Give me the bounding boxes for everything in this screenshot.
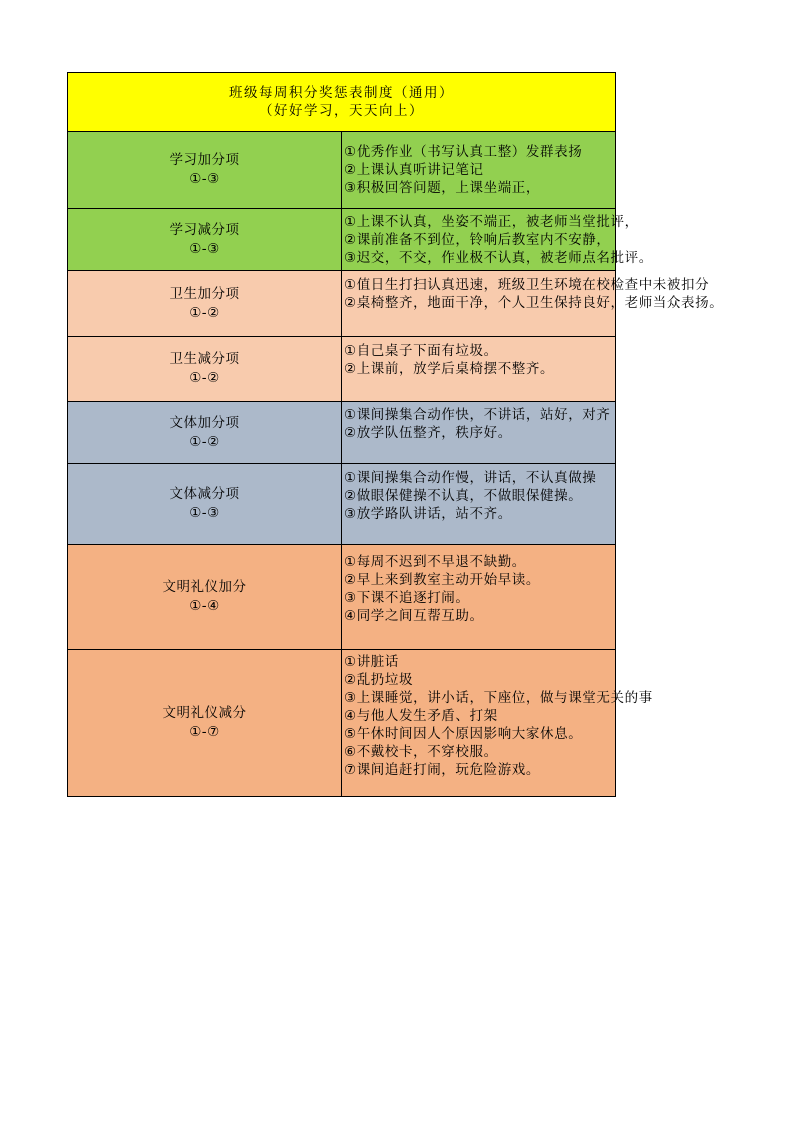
items-cell	[342, 545, 616, 650]
section-row-sports-minus	[68, 464, 616, 545]
section-row-study-minus	[68, 209, 616, 271]
rule-item: ①上课不认真，坐姿不端正，被老师当堂批评，	[344, 213, 639, 230]
rule-item: ①优秀作业（书写认真工整）发群表扬	[344, 144, 583, 160]
items-cell	[342, 132, 616, 209]
items-cell	[342, 209, 653, 271]
rule-item: ②上课前，放学后桌椅摆不整齐。	[344, 361, 555, 377]
rule-item: ①课间操集合动作快，不讲话，站好，对齐	[344, 407, 611, 423]
category-cell	[68, 271, 342, 337]
rule-item: ②放学队伍整齐，秩序好。	[344, 425, 512, 441]
section-row-hygiene-minus	[68, 337, 616, 402]
category-range: ①-③	[189, 171, 220, 187]
items-cell	[342, 650, 653, 797]
items-cell	[342, 402, 616, 464]
rule-item: ⑦课间追赶打闹，玩危险游戏。	[344, 762, 541, 778]
category-range: ①-③	[189, 505, 220, 521]
rule-item: ②做眼保健操不认真，不做眼保健操。	[344, 488, 583, 504]
rule-item: ①课间操集合动作慢，讲话，不认真做操	[344, 470, 597, 486]
rule-item: ④同学之间互帮互助。	[344, 608, 484, 624]
reward-penalty-table	[67, 72, 724, 797]
category-range: ①-③	[189, 240, 220, 257]
category-cell	[68, 402, 342, 464]
category-label: 文体加分项	[169, 414, 240, 431]
category-label: 学习加分项	[169, 152, 240, 168]
rule-item: ⑥不戴校卡，不穿校服。	[344, 744, 498, 760]
rule-item: ①自己桌子下面有垃圾。	[344, 343, 498, 359]
category-cell	[68, 464, 342, 545]
category-label: 文明礼仪减分	[162, 705, 247, 721]
title-cell	[68, 73, 616, 132]
items-cell	[342, 337, 616, 402]
category-cell	[68, 650, 342, 797]
section-row-sports-plus	[68, 402, 616, 464]
category-range: ①-②	[189, 370, 220, 386]
rule-item: ③迟交，不交，作业极不认真，被老师点名批评。	[344, 249, 653, 266]
rule-item: ⑤午休时间因人个原因影响大家休息。	[344, 726, 583, 742]
section-row-etiquette-plus	[68, 545, 616, 650]
category-label: 卫生减分项	[169, 351, 240, 367]
section-row-hygiene-plus	[68, 271, 616, 337]
section-row-etiquette-minus	[68, 650, 616, 797]
rule-item: ②上课认真听讲记笔记	[344, 162, 484, 178]
rule-item: ④与他人发生矛盾、打架	[344, 708, 498, 724]
rule-item: ①每周不迟到不早退不缺勤。	[344, 554, 526, 570]
category-range: ①-④	[189, 598, 220, 614]
category-cell	[68, 545, 342, 650]
rule-item: ③上课睡觉，讲小话，下座位，做与课堂无关的事	[344, 690, 653, 706]
rule-item: ②课前准备不到位，铃响后教室内不安静，	[344, 231, 611, 248]
title-row	[68, 73, 616, 132]
rule-item: ①讲脏话	[344, 654, 400, 670]
category-label: 卫生加分项	[169, 285, 240, 302]
section-row-study-plus	[68, 132, 616, 209]
category-range: ①-⑦	[189, 724, 220, 740]
items-cell	[342, 464, 616, 545]
rule-item: ③积极回答问题，上课坐端正，	[344, 180, 541, 196]
rule-item: ①值日生打扫认真迅速，班级卫生环境在校检查中未被扣分	[344, 277, 710, 293]
rule-item: ③下课不追逐打闹。	[344, 590, 470, 606]
category-range: ①-②	[189, 304, 220, 321]
rule-item: ③放学路队讲话，站不齐。	[344, 506, 512, 522]
table-title: 班级每周积分奖惩表制度（通用）	[229, 85, 454, 101]
category-cell	[68, 132, 342, 209]
items-cell	[342, 271, 724, 337]
rule-item: ②早上来到教室主动开始早读。	[344, 572, 541, 588]
category-cell	[68, 337, 342, 402]
rule-item: ②桌椅整齐，地面干净，个人卫生保持良好，老师当众表扬。	[344, 295, 724, 311]
category-label: 文明礼仪加分	[162, 579, 247, 595]
rule-item: ②乱扔垃圾	[344, 672, 414, 688]
category-range: ①-②	[189, 433, 220, 450]
category-label: 学习减分项	[169, 221, 240, 238]
category-label: 文体减分项	[169, 486, 240, 502]
table-subtitle: （好好学习，天天向上）	[259, 103, 424, 119]
category-cell	[68, 209, 342, 271]
